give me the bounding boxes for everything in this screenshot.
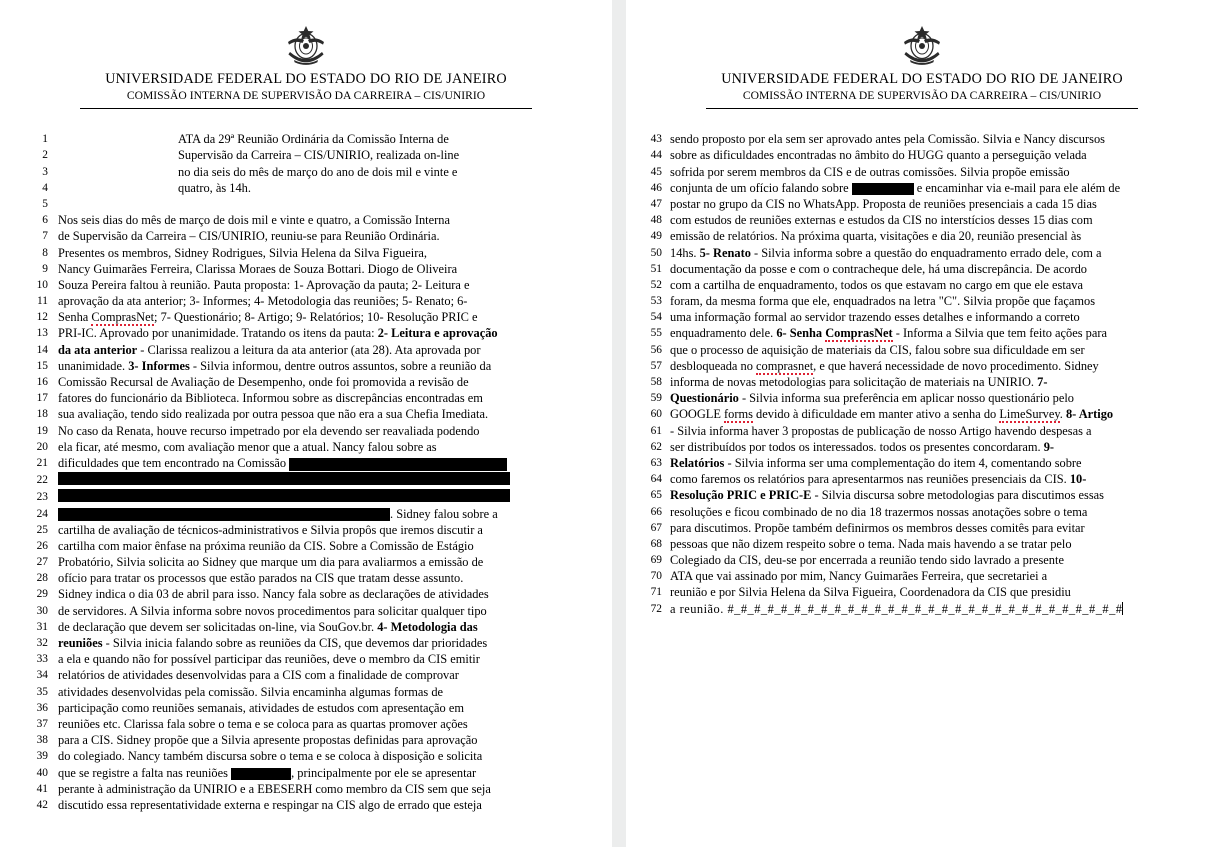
line-text: Nancy Guimarães Ferreira, Clarissa Moraes de Souza Bottari. Diogo de Oliveira	[58, 261, 458, 276]
line-number: 15	[36, 359, 48, 372]
agenda-item-bold: 3- Informes	[128, 358, 190, 373]
brasao-republica-icon	[899, 22, 945, 68]
line-number: 37	[36, 717, 48, 730]
line-number: 44	[650, 149, 662, 162]
line-text: com a cartilha de enquadramento, todos os que estavam no cargo em que ele estava	[670, 277, 1083, 292]
document-line	[36, 748, 534, 764]
line-text: Questionário - Silvia informa sua preferência em aplicar nosso questionário pelo	[670, 391, 1074, 406]
header-divider	[706, 108, 1138, 109]
document-line	[650, 245, 1174, 261]
document-line	[36, 309, 534, 325]
document-line	[650, 309, 1174, 325]
redaction-bar-line-22	[58, 472, 510, 485]
line-number: 21	[36, 456, 48, 469]
document-line	[42, 212, 534, 228]
line-text: perante à administração da UNIRIO e a EBESERH como membro da CIS sem que seja	[58, 781, 491, 796]
line-text: a ela e quando não for possível participar das reuniões, deve o membro da CIS emitir	[58, 652, 480, 667]
line-number: 7	[42, 230, 48, 243]
document-line	[36, 374, 534, 390]
line-text: dificuldades que tem encontrado na Comissão	[58, 455, 534, 471]
line-number: 70	[650, 570, 662, 583]
spellcheck-word: LimeSurvey	[999, 407, 1060, 422]
line-text: conjunta de um ofício falando sobre e encaminhar via e-mail para ele além de	[670, 180, 1121, 195]
page-header-left	[0, 0, 612, 109]
line-text: desbloqueada no comprasnet, e que haverá necessidade de novo procedimento. Sidney	[670, 358, 1099, 373]
line-text: ATA da 29ª Reunião Ordinária da Comissão Interna de	[178, 132, 449, 147]
line-number: 56	[650, 343, 662, 356]
document-line	[42, 228, 534, 244]
line-text: postar no grupo da CIS no WhatsApp. Proposta de reuniões presenciais a cada 15 dias	[670, 196, 1097, 211]
line-text: discutido essa representatividade externa e respingar na CIS algo de errado que esteja	[58, 797, 482, 812]
spellcheck-word: comprasnet	[756, 358, 814, 373]
document-line	[36, 506, 534, 522]
spellcheck-word: ComprasNet	[825, 326, 893, 341]
line-number: 43	[650, 133, 662, 146]
line-number: 65	[650, 489, 662, 502]
line-text: Souza Pereira faltou à reunião. Pauta proposta: 1- Aprovação da pauta; 2- Leitura e	[58, 277, 470, 292]
line-number: 57	[650, 359, 662, 372]
line-number: 19	[36, 424, 48, 437]
line-text: relatórios de atividades desenvolvidas para a CIS com a finalidade de comprovar	[58, 668, 459, 683]
agenda-item-bold: 6- Senha ComprasNet	[776, 326, 893, 341]
document-line	[36, 554, 534, 570]
document-line	[650, 390, 1174, 406]
line-number: 52	[650, 278, 662, 291]
line-number: 71	[650, 586, 662, 599]
line-text: No caso da Renata, houve recurso impetrado por ela devendo ser reavaliada podendo	[58, 423, 480, 438]
line-number: 30	[36, 604, 48, 617]
line-number: 8	[42, 246, 48, 259]
document-line	[650, 487, 1174, 503]
agenda-item-bold: 8- Artigo	[1065, 407, 1114, 422]
line-number: 10	[36, 278, 48, 291]
line-number: 31	[36, 620, 48, 633]
document-line	[42, 245, 534, 261]
line-number: 46	[650, 181, 662, 194]
line-number: 42	[36, 798, 48, 811]
line-text: informa de novas metodologias para solicitação de materiais na UNIRIO. 7-	[670, 375, 1048, 390]
line-number: 22	[36, 474, 48, 487]
line-text: com estudos de reuniões externas e estudos da CIS no interstícios desses 15 dias com	[670, 213, 1093, 228]
document-line	[36, 684, 534, 700]
spellcheck-word: forms	[724, 407, 753, 422]
document-line	[36, 732, 534, 748]
document-line	[650, 164, 1174, 180]
line-text: atividades desenvolvidas pela comissão. Silvia encaminha algumas formas de	[58, 684, 444, 699]
agenda-item-bold: 10-	[1069, 472, 1087, 487]
document-line	[36, 797, 534, 813]
commission-title: COMISSÃO INTERNA DE SUPERVISÃO DA CARREIRA – CIS/UNIRIO	[742, 88, 1102, 102]
document-line	[36, 538, 534, 554]
line-number: 12	[36, 311, 48, 324]
line-text: Comissão Recursal de Avaliação de Desempenho, onde foi promovida a revisão de	[58, 375, 469, 390]
numbered-lines-right	[650, 131, 1174, 617]
document-line	[650, 552, 1174, 568]
numbered-lines-left	[36, 131, 534, 813]
line-text: sendo proposto por ela sem ser aprovado antes pela Comissão. Silvia e Nancy discursos	[670, 132, 1105, 147]
document-line	[650, 358, 1174, 374]
agenda-item-bold: Relatórios	[670, 455, 725, 470]
document-line	[36, 586, 534, 602]
agenda-item-bold: reuniões	[58, 636, 103, 651]
line-number: 36	[36, 701, 48, 714]
line-text: de servidores. A Silvia informa sobre novos procedimentos para solicitar qualquer tipo	[58, 603, 487, 618]
line-number: 48	[650, 214, 662, 227]
line-text: Colegiado da CIS, deu-se por encerrada a reunião tendo sido lavrado a presente	[670, 553, 1064, 568]
agenda-item-bold: 4- Metodologia das	[377, 619, 478, 634]
line-number: 3	[42, 165, 48, 178]
line-text: reunião e por Silvia Helena da Silva Figueira, Coordenadora da CIS que presidiu	[670, 585, 1071, 600]
document-line	[650, 471, 1174, 487]
document-line	[650, 584, 1174, 600]
document-line	[36, 390, 534, 406]
line-number: 67	[650, 521, 662, 534]
line-number: 64	[650, 473, 662, 486]
page-header-right	[626, 0, 1218, 109]
line-text: reuniões etc. Clarissa fala sobre o tema e se coloca para as quartas promover ações	[58, 716, 468, 731]
line-text: cartilha de avaliação de técnicos-administrativos e Silvia propôs que iremos discutir a	[58, 522, 483, 537]
document-line	[42, 196, 534, 212]
line-number: 27	[36, 556, 48, 569]
line-text: sua avaliação, tendo sido realizada por outra pessoa que não era a sua Chefia Imediata.	[58, 407, 489, 422]
line-number: 14	[36, 343, 48, 356]
document-line	[650, 196, 1174, 212]
redaction-bar-line-46	[852, 183, 914, 195]
line-number: 28	[36, 572, 48, 585]
university-title: UNIVERSIDADE FEDERAL DO ESTADO DO RIO DE JANEIRO	[721, 71, 1123, 87]
document-line	[36, 489, 534, 505]
line-text: . Sidney falou sobre a	[58, 506, 534, 522]
document-line	[650, 342, 1174, 358]
line-text: sobre as dificuldades encontradas no âmbito do HUGG quanto a perseguição velada	[670, 148, 1087, 163]
line-number: 33	[36, 653, 48, 666]
agenda-item-bold: 5- Renato	[699, 245, 751, 260]
document-line	[36, 651, 534, 667]
line-number: 9	[42, 262, 48, 275]
line-number: 34	[36, 669, 48, 682]
line-number: 38	[36, 734, 48, 747]
line-number: 51	[650, 262, 662, 275]
page-gutter	[612, 0, 626, 847]
agenda-item-bold: 2- Leitura e aprovação	[377, 326, 498, 341]
document-line	[650, 228, 1174, 244]
document-line	[42, 164, 534, 180]
line-number: 6	[42, 214, 48, 227]
document-line	[36, 570, 534, 586]
line-number: 32	[36, 637, 48, 650]
line-text: PRI-IC. Aprovado por unanimidade. Tratando os itens da pauta: 2- Leitura e aprovação	[58, 326, 498, 341]
line-text: no dia seis do mês de março do ano de dois mil e vinte e	[178, 164, 458, 179]
document-line	[650, 423, 1174, 439]
document-line	[650, 406, 1174, 422]
line-text: do colegiado. Nancy também discursa sobre o tema e se coloca à disposição e solicita	[58, 749, 483, 764]
line-text: que se registre a falta nas reuniões , principalmente por ele se apresentar	[58, 765, 477, 780]
document-line	[650, 568, 1174, 584]
document-line	[36, 619, 534, 635]
document-page-right	[626, 0, 1218, 847]
document-line	[36, 406, 534, 422]
document-line	[36, 700, 534, 716]
line-text: Nos seis dias do mês de março de dois mil e vinte e quatro, a Comissão Interna	[58, 213, 450, 228]
line-number: 54	[650, 311, 662, 324]
line-text: ofício para tratar os processos que estão parados na CIS que tratam desse assunto.	[58, 571, 464, 586]
redaction-bar-line-23	[58, 489, 510, 502]
line-number: 26	[36, 539, 48, 552]
document-line	[650, 374, 1174, 390]
line-number: 18	[36, 408, 48, 421]
document-line	[650, 601, 1174, 617]
agenda-item-bold: Resolução PRIC e PRIC-E	[670, 488, 812, 503]
spellcheck-word: ComprasNet	[91, 310, 155, 325]
line-text: ela ficar, até mesmo, com avaliação menor que a atual. Nancy falou sobre as	[58, 439, 437, 454]
document-body-right	[626, 131, 1218, 617]
line-text: resoluções e ficou combinado de no dia 18 trazermos nossas anotações sobre o tema	[670, 504, 1088, 519]
line-number: 23	[36, 491, 48, 504]
line-text: Probatório, Silvia solicita ao Sidney que marque um dia para avaliarmos a emissão de	[58, 555, 484, 570]
document-line	[37, 293, 534, 309]
closing-hash-sequence: a reunião. #_#_#_#_#_#_#_#_#_#_#_#_#_#_#_#_#_#_#_#_#_#_#_#_#_#_#_#_#_#	[670, 601, 1123, 616]
line-text: participação como reuniões semanais, atividades de estudos com apresentação em	[58, 700, 464, 715]
line-number: 40	[36, 766, 48, 779]
document-line	[42, 261, 534, 277]
line-number: 68	[650, 537, 662, 550]
line-text: - Silvia informa haver 3 propostas de publicação de nosso Artigo havendo despesas a	[670, 423, 1092, 438]
line-number: 66	[650, 505, 662, 518]
line-text: ser distribuídos por todos os interessados. todos os presentes concordaram. 9-	[670, 439, 1055, 454]
document-line	[650, 455, 1174, 471]
document-body-left	[0, 131, 612, 813]
agenda-item-bold: 7-	[1037, 375, 1048, 390]
line-text: documentação da posse e com o contracheque dele, há uma discrepância. De acordo	[670, 261, 1087, 276]
line-text: pessoas que não dizem respeito sobre o tema. Nada mais havendo a se tratar pelo	[670, 536, 1072, 551]
university-title: UNIVERSIDADE FEDERAL DO ESTADO DO RIO DE JANEIRO	[105, 71, 507, 87]
document-line	[36, 716, 534, 732]
line-text: reuniões - Silvia inicia falando sobre as reuniões da CIS, que devemos dar prioridades	[58, 636, 488, 651]
document-line	[650, 325, 1174, 341]
document-line	[650, 439, 1174, 455]
agenda-item-bold: 9-	[1043, 439, 1055, 454]
line-number: 41	[36, 782, 48, 795]
line-text: foram, da mesma forma que ele, enquadrados na letra "C". Silvia propõe que façamos	[670, 294, 1096, 309]
document-line	[36, 667, 534, 683]
line-number: 1	[42, 133, 48, 146]
redaction-bar-line-24	[58, 508, 390, 521]
line-text: emissão de relatórios. Na próxima quarta, visitações e dia 20, reunião presencial às	[670, 229, 1082, 244]
document-line	[650, 180, 1174, 196]
document-line	[36, 455, 534, 471]
line-number: 53	[650, 295, 662, 308]
line-number: 60	[650, 408, 662, 421]
line-number: 58	[650, 376, 662, 389]
document-line	[650, 261, 1174, 277]
brasao-republica-icon	[283, 22, 329, 68]
document-line	[42, 131, 534, 147]
document-line	[36, 342, 534, 358]
document-line	[36, 765, 534, 781]
redaction-bar-line-21	[289, 458, 507, 471]
document-line	[650, 504, 1174, 520]
line-text: 14hs. 5- Renato - Silvia informa sobre a questão do enquadramento errado dele, com a	[670, 245, 1102, 260]
line-text: de declaração que devem ser solicitadas on-line, via SouGov.br. 4- Metodologia das	[58, 619, 478, 634]
line-text: para discutimos. Propõe também definirmos os membros desses comitês para evitar	[670, 520, 1085, 535]
line-number: 2	[42, 149, 48, 162]
line-text: uma informação formal ao servidor trazendo esses detalhes e informando a correto	[670, 310, 1080, 325]
line-number: 72	[650, 602, 662, 615]
line-number: 29	[36, 588, 48, 601]
document-line	[650, 212, 1174, 228]
document-line	[650, 131, 1174, 147]
document-line	[42, 180, 534, 196]
line-text: Senha ComprasNet; 7- Questionário; 8- Artigo; 9- Relatórios; 10- Resolução PRIC e	[58, 310, 478, 325]
line-text	[670, 601, 1174, 617]
line-text: Presentes os membros, Sidney Rodrigues, Silvia Helena da Silva Figueira,	[58, 245, 427, 260]
line-number: 13	[36, 327, 48, 340]
line-number: 45	[650, 165, 662, 178]
line-text: Sidney indica o dia 03 de abril para isso. Nancy fala sobre as declarações de atividades	[58, 587, 489, 602]
line-text: aprovação da ata anterior; 3- Informes; 4- Metodologia das reuniões; 5- Renato; 6-	[58, 294, 468, 309]
line-text: fatores do funcionário da Biblioteca. Informou sobre as discrepâncias encontradas em	[58, 391, 483, 406]
document-line	[650, 293, 1174, 309]
document-line	[36, 325, 534, 341]
document-line	[650, 536, 1174, 552]
document-line	[650, 520, 1174, 536]
header-divider	[80, 108, 532, 109]
commission-title: COMISSÃO INTERNA DE SUPERVISÃO DA CARREIRA – CIS/UNIRIO	[126, 88, 486, 102]
line-text: ATA que vai assinado por mim, Nancy Guimarães Ferreira, que secretariei a	[670, 569, 1048, 584]
line-text: enquadramento dele. 6- Senha ComprasNet - Informa a Silvia que tem feito ações para	[670, 326, 1107, 341]
agenda-item-bold: Questionário	[670, 391, 739, 406]
line-text: que o processo de aquisição de materiais da CIS, falou sobre sua dificuldade em ser	[670, 342, 1085, 357]
document-line	[36, 603, 534, 619]
line-text: sofrida por serem membros da CIS e de outras comissões. Silvia propõe emissão	[670, 164, 1070, 179]
line-number: 16	[36, 376, 48, 389]
line-text: da ata anterior - Clarissa realizou a leitura da ata anterior (ata 28). Ata aprovada por	[58, 342, 481, 357]
document-line	[36, 277, 534, 293]
line-number: 62	[650, 440, 662, 453]
document-line	[36, 423, 534, 439]
document-line	[42, 147, 534, 163]
line-number: 49	[650, 230, 662, 243]
line-number: 69	[650, 554, 662, 567]
line-text: Supervisão da Carreira – CIS/UNIRIO, realizada on-line	[178, 148, 460, 163]
line-number: 4	[42, 181, 48, 194]
line-text: Relatórios - Silvia informa ser uma complementação do item 4, comentando sobre	[670, 455, 1082, 470]
redaction-bar-line-40	[231, 768, 291, 780]
line-text: quatro, às 14h.	[178, 180, 251, 195]
line-number: 25	[36, 523, 48, 536]
line-number: 20	[36, 440, 48, 453]
line-number: 61	[650, 424, 662, 437]
document-line	[650, 147, 1174, 163]
document-line	[36, 522, 534, 538]
document-line	[36, 439, 534, 455]
line-number: 5	[42, 197, 48, 210]
line-number: 35	[36, 685, 48, 698]
line-number: 59	[650, 392, 662, 405]
document-line	[650, 277, 1174, 293]
line-number: 55	[650, 327, 662, 340]
line-text: como faremos os relatórios para apresentarmos nas reuniões presenciais da CIS. 10-	[670, 472, 1087, 487]
document-line	[36, 781, 534, 797]
line-text: de Supervisão da Carreira – CIS/UNIRIO, reuniu-se para Reunião Ordinária.	[58, 229, 440, 244]
line-text: cartilha com maior ênfase na próxima reunião da CIS. Sobre a Comissão de Estágio	[58, 538, 474, 553]
line-number: 39	[36, 750, 48, 763]
line-text: para a CIS. Sidney propõe que a Silvia apresente propostas definidas para aprovação	[58, 733, 478, 748]
agenda-item-bold: da ata anterior	[58, 342, 138, 357]
line-text: unanimidade. 3- Informes - Silvia informou, dentre outros assuntos, sobre a reunião da	[58, 358, 492, 373]
document-line	[36, 635, 534, 651]
document-line	[36, 358, 534, 374]
line-number: 17	[36, 392, 48, 405]
line-number: 47	[650, 197, 662, 210]
document-line	[36, 472, 534, 488]
line-text: GOOGLE forms devido à dificuldade em manter ativo a senha do LimeSurvey. 8- Artigo	[670, 407, 1114, 422]
line-number: 24	[36, 507, 48, 520]
line-number: 63	[650, 456, 662, 469]
text-cursor	[1122, 602, 1123, 615]
line-number: 50	[650, 246, 662, 259]
line-number: 11	[37, 295, 48, 308]
line-text: Resolução PRIC e PRIC-E - Silvia discursa sobre metodologias para discutimos essas	[670, 488, 1104, 503]
